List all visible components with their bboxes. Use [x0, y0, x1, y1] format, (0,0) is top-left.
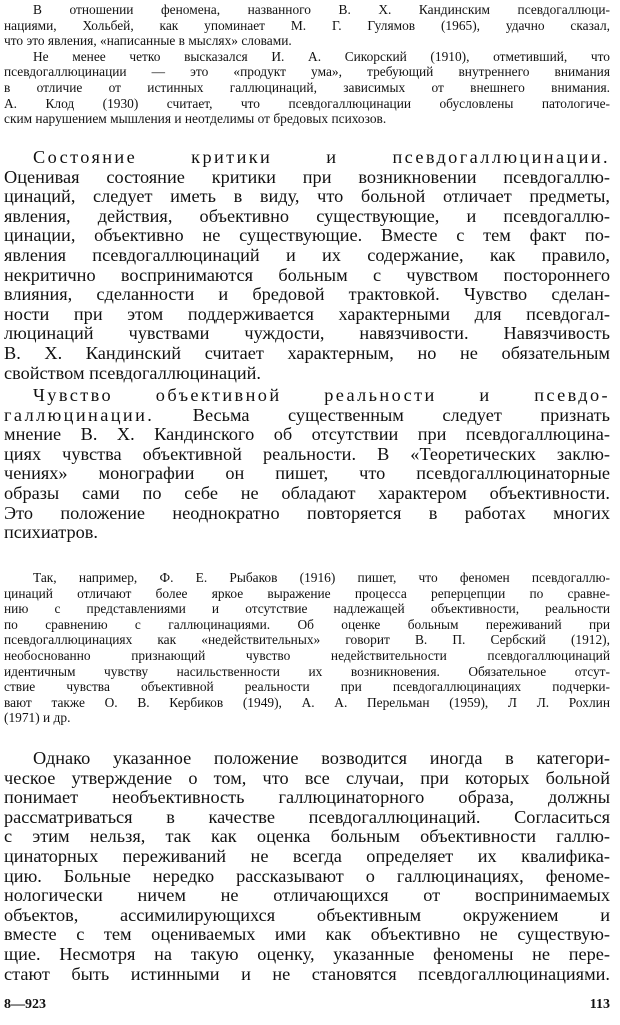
text-line: ским нарушением мышления и неотделимы от бредовых психозов.	[4, 111, 387, 127]
text-line	[4, 406, 610, 426]
text-line: люцинаций чувствами чуждости, навязчивости. Навязчивость	[4, 324, 610, 344]
text-line: Оценивая состояние критики при возникновении псевдогаллю-	[4, 167, 610, 187]
text-line: В. Х. Кандинский считает характерным, но не обязательным	[4, 344, 610, 363]
text-line: идентичным чувству насильственности их возникновения. Обязательное отсут-	[4, 663, 610, 679]
text-line: псевдогаллюцинациях как «недействительных» говорит В. П. Сербский (1912),	[4, 632, 610, 648]
page-number: 113	[589, 997, 610, 1012]
text-line: Так, например, Ф. Е. Рыбаков (1916) пишет, что феномен псевдогаллю-	[33, 570, 610, 585]
text-line: А. Клод (1930) считает, что псевдогаллюцинации обусловлены патологиче-	[4, 95, 610, 111]
text-line: цию. Больные нередко рассказывают о галлюцинациях, феноме-	[4, 866, 610, 886]
text-line: понимает необъективность галлюцинаторного образа, должны	[4, 788, 610, 808]
text-line: циях чувства объективной реальности. В «Теоретических заклю-	[4, 444, 610, 464]
text-line: по сравнению с галлюцинациями. Об оценке больным переживаний при	[4, 616, 610, 632]
text-line: психиатров.	[4, 523, 98, 543]
line-rest: Весьма существенным следует признать	[154, 405, 610, 425]
text-line: вместе с тем оцениваемых ими как объективно не существую-	[4, 925, 610, 945]
text-line: с этим нельзя, так как оценка больным объективности галлю-	[4, 827, 610, 847]
text-line: нациями, Хольбей, как упоминает М. Г. Гулямов (1965), удачно сказал,	[4, 17, 610, 33]
text-line: нологически ничем не отличающихся от воспринимаемых	[4, 886, 610, 906]
text-line: чениях» монографии он пишет, что псевдогаллюцинаторные	[4, 464, 610, 484]
text-line: цинаций отличают более яркое выражение процесса реперцепции по сравне-	[4, 585, 610, 601]
text-line: в отличие от истинных галлюцинаций, зависимых от внешнего внимания.	[4, 80, 610, 95]
text-line: ческое утверждение о том, что все случаи, при которых больной	[4, 768, 610, 788]
text-line: цинаторных переживаний не всегда определяет их квалифика-	[4, 847, 610, 866]
text-line: объектов, ассимилирующихся объективным окружением и	[4, 905, 610, 925]
text-line: В отношении феномена, названного В. Х. Кандинским псевдогаллюци-	[33, 2, 610, 17]
text-line: вают также О. В. Кербиков (1949), А. А. Перельман (1959), Л Л. Рохлин	[4, 694, 610, 710]
text-line: рассматриваться в качестве псевдогаллюцинаций. Согласиться	[4, 807, 610, 827]
text-line: влияния, сделанности и бредовой трактовкой. Чувство сделан-	[4, 285, 610, 305]
text-line: свойством псевдогаллюцинаций.	[4, 363, 261, 383]
text-line: явления, действия, объективно существующие, и псевдогаллю-	[4, 206, 610, 226]
spaced-heading-fragment: галлюцинации.	[4, 405, 155, 425]
text-line: некритично воспринимаются больным с чувством постороннего	[4, 265, 610, 285]
text-line: образы сами по себе не обладают характером объективности.	[4, 484, 610, 503]
text-line: щие. Несмотря на такую оценку, указанные феномены не пере-	[4, 945, 610, 964]
text-line: цинаций, следует иметь в виду, что больной отличает предметы,	[4, 187, 610, 207]
text-line: Состояние критики и псевдогаллюцинации.	[33, 148, 610, 167]
text-line: цинации, объективно не существующие. Вместе с тем факт по-	[4, 226, 610, 246]
text-line: мнение В. Х. Кандинского об отсутствии при псевдогаллюцина-	[4, 425, 610, 445]
text-line: псевдогаллюцинации — это «продукт ума», требующий внутреннего внимания	[4, 64, 610, 80]
text-line: что это явления, «написанные в мыслях» словами.	[4, 33, 292, 49]
text-line: ствие чувства объективной реальности при псевдогаллюцинациях подчерки-	[4, 679, 610, 695]
text-line: нию с представлениями и отсутствие надлежащей объективности, реальности	[4, 601, 610, 617]
text-line: Это положение неоднократно повторяется в работах многих	[4, 503, 610, 523]
text-line: стают быть истинными и не становятся псевдогаллюцинациями.	[4, 964, 610, 984]
text-line: (1971) и др.	[4, 710, 71, 726]
text-line: Чувство объективной реальности и псевдо-	[33, 386, 610, 405]
printer-signature: 8—923	[4, 997, 46, 1012]
text-line: явления псевдогаллюцинаций и их содержание, как правило,	[4, 246, 610, 265]
text-line: Не менее четко высказался И. А. Сикорский (1910), отметивший, что	[33, 48, 610, 64]
text-line: Однако указанное положение возводится иногда в категори-	[33, 749, 610, 768]
text-line: необоснованно признающий чувство недействительности псевдогаллюцинаций	[4, 648, 610, 663]
text-line: ности при этом поддерживается характерными для псевдогал-	[4, 304, 610, 324]
